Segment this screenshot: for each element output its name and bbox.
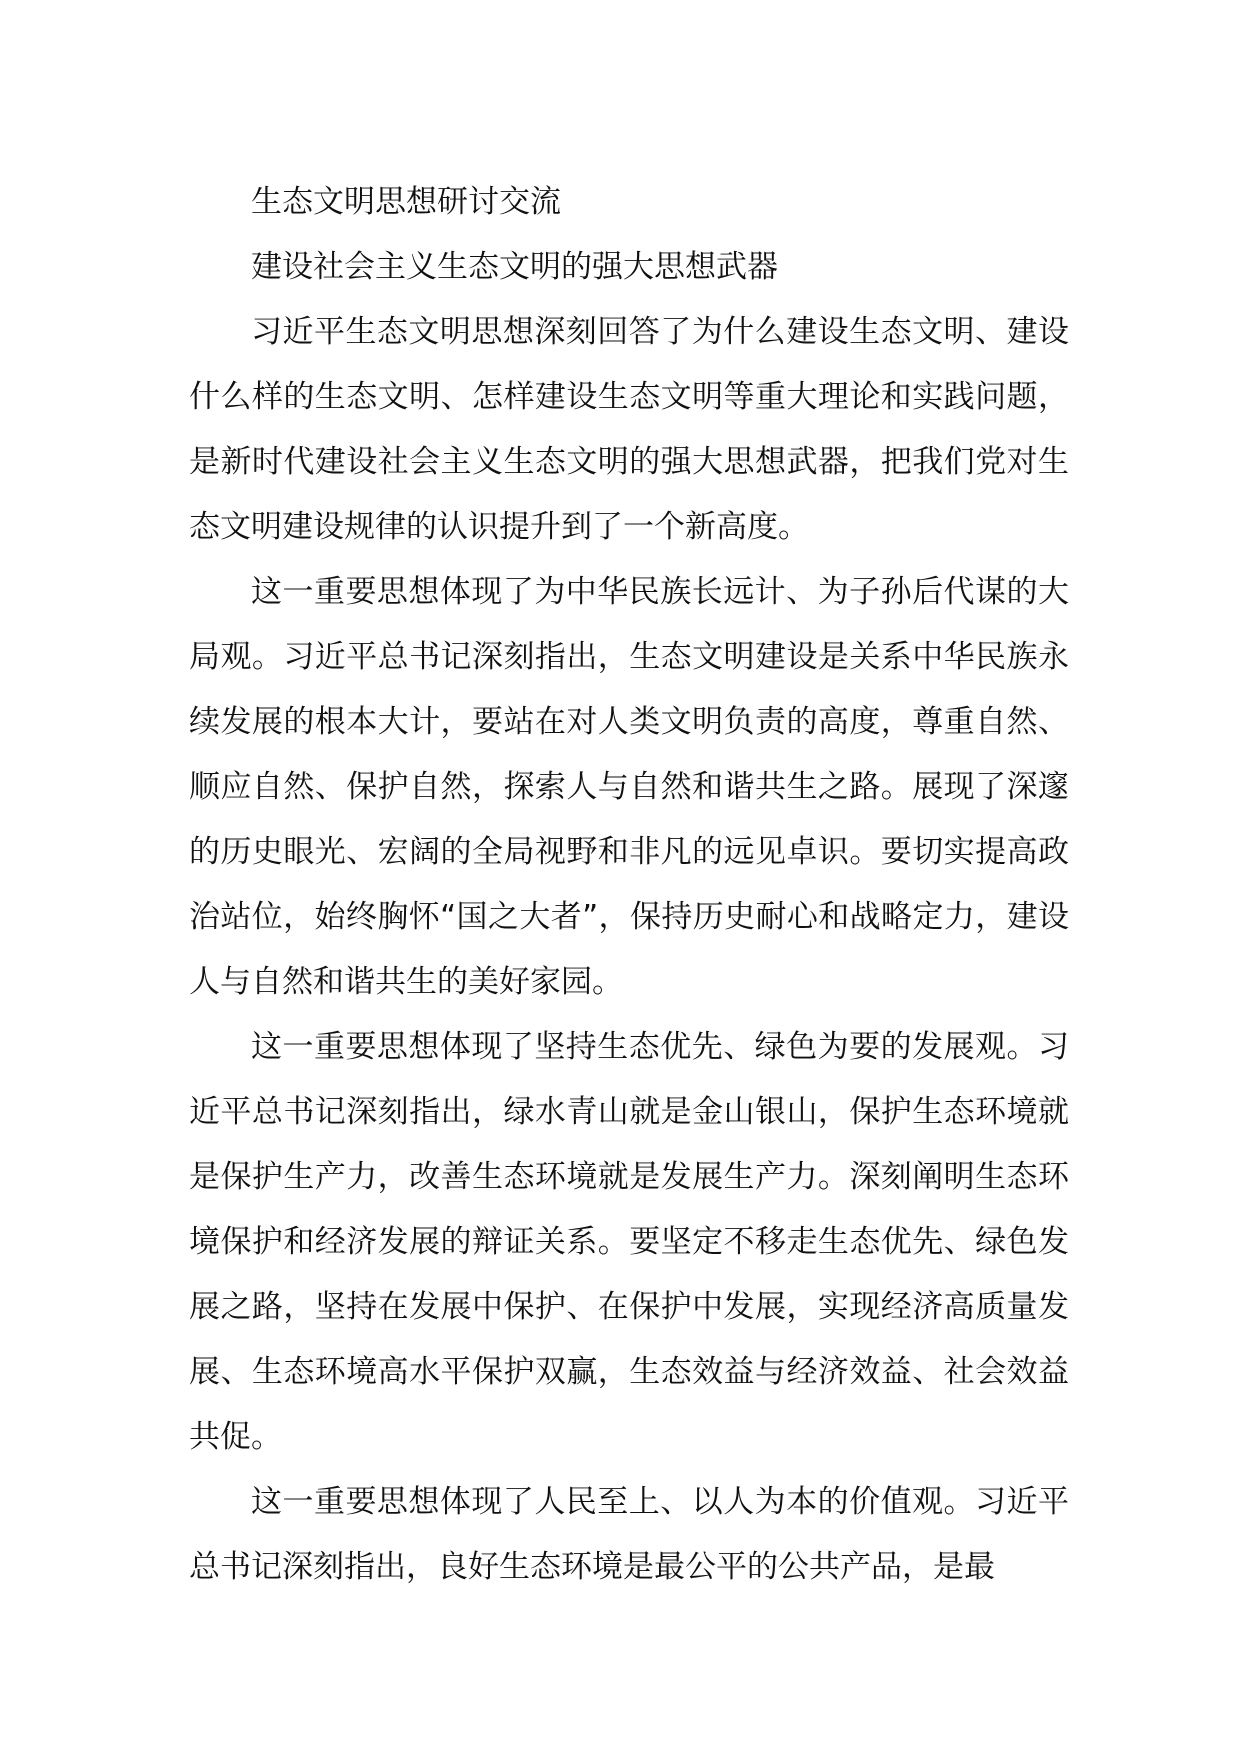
document-body [189, 170, 1069, 1600]
document-title: 生态文明思想研讨交流 [251, 184, 561, 220]
body-paragraph: 习近平生态文明思想深刻回答了为什么建设生态文明、建设什么样的生态文明、怎样建设生态文明等重大理论和实践问题，是新时代建设社会主义生态文明的强大思想武器，把我们党对生态文明建设规律的认识提升到了一个新高度。 [189, 314, 1069, 545]
body-paragraph: 这一重要思想体现了为中华民族长远计、为子孙后代谋的大局观。习近平总书记深刻指出，生态文明建设是关系中华民族永续发展的根本大计，要站在对人类文明负责的高度，尊重自然、顺应自然、保护自然，探索人与自然和谐共生之路。展现了深邃的历史眼光、宏阔的全局视野和非凡的远见卓识。要切实提高政治站位，始终胸怀“国之大者”，保持历史耐心和战略定力，建设人与自然和谐共生的美好家园。 [189, 574, 1069, 1000]
document-subtitle: 建设社会主义生态文明的强大思想武器 [251, 249, 778, 285]
body-paragraph: 这一重要思想体现了人民至上、以人为本的价值观。习近平总书记深刻指出，良好生态环境是最公平的公共产品，是最 [189, 1484, 1069, 1585]
body-paragraph: 这一重要思想体现了坚持生态优先、绿色为要的发展观。习近平总书记深刻指出，绿水青山就是金山银山，保护生态环境就是保护生产力，改善生态环境就是发展生产力。深刻阐明生态环境保护和经济发展的辩证关系。要坚定不移走生态优先、绿色发展之路，坚持在发展中保护、在保护中发展，实现经济高质量发展、生态环境高水平保护双赢，生态效益与经济效益、社会效益共促。 [189, 1029, 1069, 1455]
